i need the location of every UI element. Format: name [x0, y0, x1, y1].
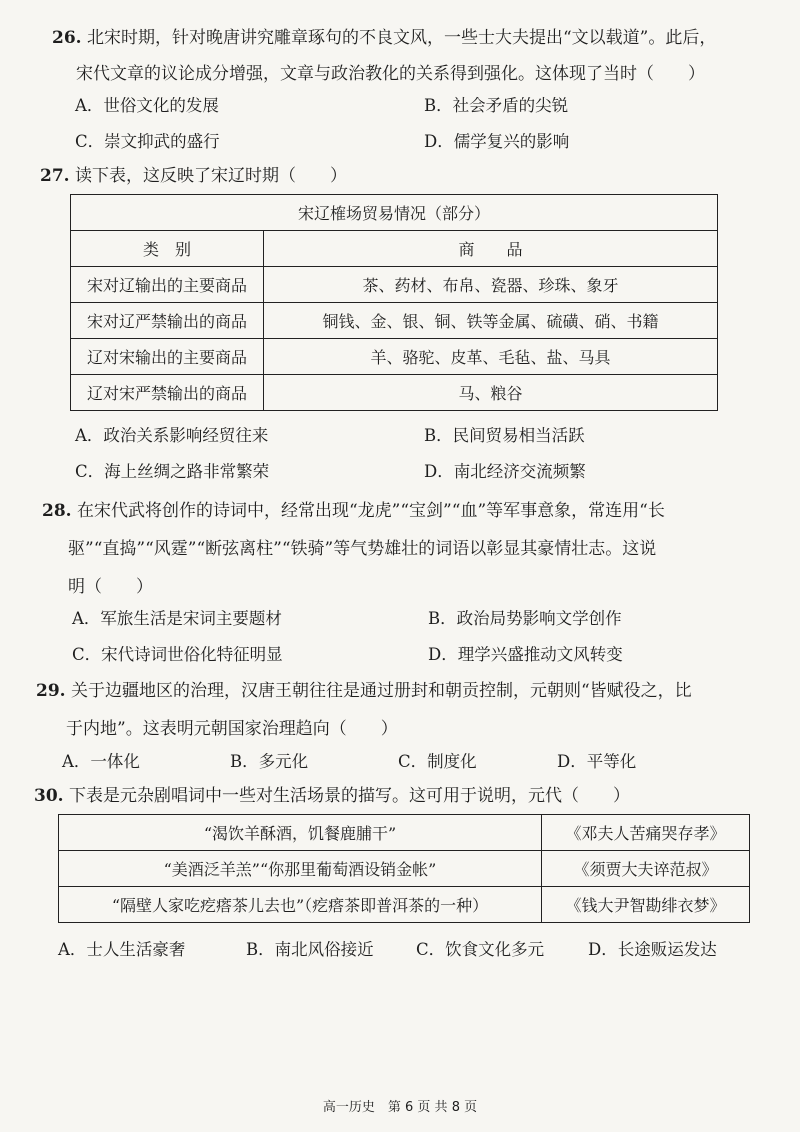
question-number: 27.	[40, 166, 70, 186]
table-row	[71, 267, 718, 303]
table-cell: 茶、药材、布帛、瓷器、珍珠、象牙	[264, 267, 718, 303]
option-c[interactable]: C．崇文抑武的盛行	[75, 132, 220, 151]
question-27	[40, 158, 760, 194]
table-cell: 辽对宋严禁输出的商品	[71, 375, 264, 411]
table-cell: 《钱大尹智勘绯衣梦》	[542, 887, 750, 923]
option-a[interactable]: A．士人生活豪奢	[58, 940, 186, 959]
table-cell: “美酒泛羊羔”“你那里葡萄酒设销金帐”	[59, 851, 542, 887]
option-b[interactable]: B．社会矛盾的尖锐	[424, 96, 569, 115]
option-d[interactable]: D．长途贩运发达	[588, 940, 717, 959]
table-row	[59, 815, 750, 851]
option-d[interactable]: D．平等化	[557, 752, 637, 771]
option-d[interactable]: D．理学兴盛推动文风转变	[428, 645, 623, 664]
option-c[interactable]: C．海上丝绸之路非常繁荣	[75, 462, 270, 481]
table-row	[71, 339, 718, 375]
table-row	[71, 375, 718, 411]
option-d[interactable]: D．南北经济交流频繁	[424, 462, 586, 481]
option-b[interactable]: B．民间贸易相当活跃	[424, 426, 585, 445]
question-text: 明（ ）	[68, 577, 153, 597]
trade-table	[70, 194, 718, 411]
question-text: 关于边疆地区的治理，汉唐王朝往往是通过册封和朝贡控制，元朝则“皆赋役之，比	[70, 681, 692, 701]
table-row	[59, 851, 750, 887]
options-27	[75, 422, 775, 492]
table-cell: 宋对辽输出的主要商品	[71, 267, 264, 303]
option-a[interactable]: A．一体化	[62, 752, 140, 771]
table-cell: 《须贾大夫谇范叔》	[542, 851, 750, 887]
table-cell: “隔壁人家吃疙瘩茶儿去也”（疙瘩茶即普洱茶的一种）	[59, 887, 542, 923]
option-b[interactable]: B．政治局势影响文学创作	[428, 609, 622, 628]
question-26	[52, 20, 772, 92]
table-title: 宋辽榷场贸易情况（部分）	[71, 195, 718, 231]
question-text: 下表是元杂剧唱词中一些对生活场景的描写。这可用于说明，元代（ ）	[68, 786, 630, 806]
option-c[interactable]: C．饮食文化多元	[416, 940, 545, 959]
table-cell: 辽对宋输出的主要商品	[71, 339, 264, 375]
question-29	[36, 672, 776, 748]
option-a[interactable]: A．政治关系影响经贸往来	[75, 426, 269, 445]
question-number: 26.	[52, 28, 82, 48]
table-row	[71, 303, 718, 339]
question-number: 30.	[34, 786, 64, 806]
question-text: 在宋代武将创作的诗词中，经常出现“龙虎”“宝剑”“血”等军事意象，常连用“长	[76, 501, 665, 521]
question-text: 读下表，这反映了宋辽时期（ ）	[74, 166, 347, 186]
table-cell: 《邓夫人苦痛哭存孝》	[542, 815, 750, 851]
question-text: 于内地”。这表明元朝国家治理趋向（ ）	[66, 719, 398, 739]
question-text: 宋代文章的议论成分增强，文章与政治教化的关系得到强化。这体现了当时（ ）	[76, 64, 705, 84]
table-header-cell: 类 别	[71, 231, 264, 267]
table-cell: 马、粮谷	[264, 375, 718, 411]
table-cell: 宋对辽严禁输出的商品	[71, 303, 264, 339]
question-text: 北宋时期，针对晚唐讲究雕章琢句的不良文风，一些士大夫提出“文以载道”。此后，	[86, 28, 717, 48]
option-b[interactable]: B．南北风俗接近	[246, 940, 374, 959]
options-28	[72, 605, 772, 677]
question-number: 29.	[36, 681, 66, 701]
question-28	[42, 492, 772, 606]
option-a[interactable]: A．世俗文化的发展	[75, 96, 219, 115]
table-header-cell: 商 品	[264, 231, 718, 267]
page-footer: 高一历史 第 6 页 共 8 页	[322, 1100, 478, 1115]
question-number: 28.	[42, 501, 72, 521]
option-a[interactable]: A．军旅生活是宋词主要题材	[72, 609, 282, 628]
option-c[interactable]: C．制度化	[398, 752, 477, 771]
table-cell: “渴饮羊酥酒，饥餐鹿脯干”	[59, 815, 542, 851]
question-text: 驱”“直捣”“风霆”“断弦离柱”“铁骑”等气势雄壮的词语以彰显其豪情壮志。这说	[68, 539, 657, 559]
options-30	[58, 936, 778, 966]
option-c[interactable]: C．宋代诗词世俗化特征明显	[72, 645, 283, 664]
table-cell: 铜钱、金、银、铜、铁等金属、硫磺、硝、书籍	[264, 303, 718, 339]
option-b[interactable]: B．多元化	[230, 752, 309, 771]
question-30	[34, 778, 774, 814]
table-row	[59, 887, 750, 923]
options-29	[62, 748, 762, 778]
opera-table	[58, 814, 750, 923]
table-cell: 羊、骆驼、皮革、毛毡、盐、马具	[264, 339, 718, 375]
options-26	[75, 92, 775, 162]
option-d[interactable]: D．儒学复兴的影响	[424, 132, 570, 151]
